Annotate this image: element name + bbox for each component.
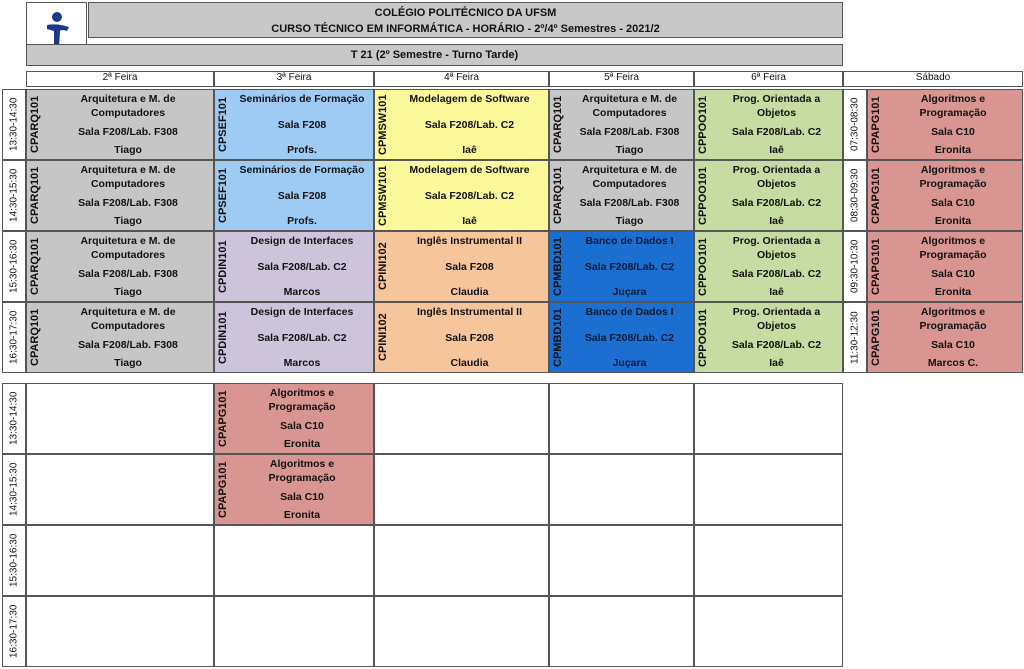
course-code: CPDIN101 [217,311,229,364]
course-code: CPAPG101 [870,238,882,295]
header-title [88,2,843,38]
saturday-time-slot: 07:30-08:30 [843,89,867,160]
subject-name-cont: Objetos [756,178,797,190]
course-code: CPARQ101 [29,237,41,296]
class-details [44,90,212,159]
empty-cell [549,454,694,525]
teacher: Claudia [450,286,489,298]
course-code: CPINI102 [377,242,389,291]
subject-name-cont: Computadores [90,107,166,119]
course-code: CPDIN101 [217,240,229,293]
subject-name-block [712,163,841,191]
saturday-time-slot: 09:30-10:30 [843,231,867,302]
subject-name: Modelagem de Software [409,164,530,176]
teacher: Tiago [114,144,142,156]
empty-cell [374,525,549,596]
subject-name: Prog. Orientada a [732,164,821,176]
teacher: Marcos [283,357,321,369]
subject-name-cont: Computadores [592,178,667,190]
subject-name-block [885,234,1021,262]
room: Sala F208/Lab. C2 [584,260,675,273]
subject-name: Algoritmos e [269,387,335,399]
room: Sala C10 [931,338,975,351]
subject-name: Algoritmos e [920,306,986,318]
room: Sala F208/Lab. F308 [78,267,178,280]
time-slot: 16:30-17:30 [2,302,26,373]
teacher: Profs. [287,144,317,156]
class-details [567,90,692,159]
teacher: Iaê [769,215,784,227]
teacher: Iaê [462,144,477,156]
teacher: Profs. [287,215,317,227]
subject-name-block [885,92,1021,120]
teacher: Eronita [283,509,321,521]
subject-name-block [232,234,372,248]
empty-cell [549,383,694,454]
time-slot: 15:30-16:30 [2,525,26,596]
saturday-time-slot: 08:30-09:30 [843,160,867,231]
class-details [712,90,841,159]
subject-name-cont: Programação [268,472,336,484]
class-details [44,161,212,230]
subject-name-block [44,234,212,262]
subject-name: Banco de Dados I [585,306,674,318]
subject-name-cont: Programação [268,401,336,413]
course-code: CPARQ101 [29,166,41,225]
subject-name-block [232,163,372,177]
day-header: 5ª Feira [549,71,694,87]
time-slot: 14:30-15:30 [2,454,26,525]
class-details [885,90,1021,159]
subject-name: Arquitetura e M. de [80,93,176,105]
class-details [885,161,1021,230]
course-code: CPPOO101 [697,166,709,225]
teacher: Eronita [934,144,972,156]
room: Sala F208/Lab. C2 [424,118,515,131]
subject-name-cont: Programação [919,107,987,119]
subject-name-block [232,305,372,319]
subject-name-block [567,92,692,120]
subject-name: Algoritmos e [269,458,335,470]
subject-name: Arquitetura e M. de [80,164,176,176]
room: Sala C10 [280,419,324,432]
course-title: CURSO TÉCNICO EM INFORMÁTICA - HORÁRIO - 2º/4º Semestres - 2021/2 [271,23,660,35]
course-code: CPPOO101 [697,237,709,296]
subject-name: Prog. Orientada a [732,306,821,318]
saturday-time-slot: 11:30-12:30 [843,302,867,373]
class-details [567,161,692,230]
room: Sala F208/Lab. C2 [257,331,347,344]
subject-name: Algoritmos e [920,164,986,176]
subject-name: Algoritmos e [920,93,986,105]
room: Sala F208/Lab. C2 [731,125,822,138]
empty-cell [694,454,843,525]
subject-name-block [392,234,547,248]
day-header: 2ª Feira [26,71,214,87]
empty-cell [214,596,374,667]
subject-name-block [567,234,692,248]
subject-name-cont: Programação [919,178,987,190]
course-code: CPAPG101 [870,96,882,153]
class-title-text: T 21 (2º Semestre - Turno Tarde) [350,49,519,61]
course-code: CPMSW101 [377,165,389,226]
teacher: Tiago [114,357,142,369]
room: Sala F208/Lab. F308 [579,125,680,138]
empty-cell [374,454,549,525]
teacher: Juçara [612,286,647,298]
class-details [44,232,212,301]
subject-name: Inglês Instrumental II [416,235,523,247]
class-details [44,303,212,372]
day-header: 4ª Feira [374,71,549,87]
room: Sala F208/Lab. F308 [579,196,680,209]
subject-name-cont: Objetos [756,320,797,332]
school-name: COLÉGIO POLITÉCNICO DA UFSM [374,7,557,19]
subject-name: Banco de Dados I [585,235,674,247]
subject-name-cont: Programação [919,320,987,332]
course-code: CPMBD101 [552,308,564,367]
subject-name: Prog. Orientada a [732,235,821,247]
course-code: CPMSW101 [377,94,389,155]
subject-name: Arquitetura e M. de [80,235,176,247]
teacher: Tiago [615,144,644,156]
course-code: CPARQ101 [29,95,41,154]
empty-cell [26,383,214,454]
course-code: CPSEF101 [217,96,229,153]
class-details [392,232,547,301]
room: Sala F208/Lab. C2 [731,267,822,280]
empty-cell [26,596,214,667]
class-details [392,90,547,159]
subject-name: Arquitetura e M. de [581,164,678,176]
teacher: Iaê [769,286,784,298]
class-details [392,161,547,230]
subject-name: Seminários de Formação [239,164,365,176]
time-slot: 15:30-16:30 [2,231,26,302]
empty-cell [549,596,694,667]
class-details [712,232,841,301]
subject-name-block [885,305,1021,333]
subject-name-block [712,305,841,333]
class-details [232,455,372,524]
time-slot: 13:30-14:30 [2,89,26,160]
time-slot: 16:30-17:30 [2,596,26,667]
subject-name-block [392,92,547,106]
class-details [712,303,841,372]
subject-name: Inglês Instrumental II [416,306,523,318]
class-details [567,232,692,301]
teacher: Eronita [934,215,972,227]
course-code: CPPOO101 [697,308,709,367]
empty-cell [214,525,374,596]
subject-name: Modelagem de Software [409,93,530,105]
teacher: Eronita [934,286,972,298]
subject-name-cont: Computadores [90,178,166,190]
course-code: CPPOO101 [697,95,709,154]
subject-name-cont: Computadores [592,107,667,119]
room: Sala F208/Lab. F308 [78,338,178,351]
subject-name-block [44,92,212,120]
empty-cell [694,525,843,596]
teacher: Iaê [769,144,784,156]
day-header: 3ª Feira [214,71,374,87]
course-code: CPARQ101 [552,95,564,154]
subject-name: Seminários de Formação [239,93,365,105]
subject-name-block [232,457,372,485]
teacher: Tiago [114,286,142,298]
course-code: CPARQ101 [29,308,41,367]
teacher: Marcos C. [927,357,979,369]
empty-cell [374,596,549,667]
subject-name-cont: Objetos [756,249,797,261]
class-details [232,384,372,453]
room: Sala C10 [931,267,975,280]
room: Sala F208/Lab. C2 [257,260,347,273]
subject-name-cont: Computadores [90,320,166,332]
subject-name-block [392,163,547,177]
class-details [392,303,547,372]
room: Sala F208 [445,331,494,344]
teacher: Juçara [612,357,647,369]
course-code: CPAPG101 [870,309,882,366]
subject-name-cont: Computadores [90,249,166,261]
class-details [232,90,372,159]
class-details [232,161,372,230]
subject-name-block [392,305,547,319]
course-code: CPAPG101 [870,167,882,224]
room: Sala C10 [280,490,324,503]
subject-name-block [712,92,841,120]
subject-name-block [712,234,841,262]
day-header: 6ª Feira [694,71,843,87]
subject-name: Design de Interfaces [250,235,354,247]
subject-name-cont: Programação [919,249,987,261]
room: Sala F208/Lab. F308 [78,125,178,138]
room: Sala F208/Lab. C2 [424,189,515,202]
teacher: Eronita [283,438,321,450]
class-details [232,232,372,301]
room: Sala F208 [277,189,327,202]
room: Sala F208/Lab. C2 [731,196,822,209]
subject-name-cont: Objetos [756,107,797,119]
day-header: Sábado [843,71,1023,87]
class-details [567,303,692,372]
class-details [885,303,1021,372]
class-details [232,303,372,372]
class-title [26,44,843,66]
empty-cell [26,454,214,525]
subject-name-block [232,92,372,106]
subject-name-block [885,163,1021,191]
empty-cell [26,525,214,596]
empty-cell [694,596,843,667]
subject-name: Design de Interfaces [250,306,354,318]
subject-name: Arquitetura e M. de [80,306,176,318]
empty-cell [694,383,843,454]
teacher: Iaê [462,215,477,227]
course-code: CPAPG101 [217,461,229,518]
course-code: CPINI102 [377,313,389,362]
subject-name-block [44,305,212,333]
teacher: Claudia [450,357,489,369]
teacher: Iaê [769,357,784,369]
subject-name-block [232,386,372,414]
subject-name: Algoritmos e [920,235,986,247]
time-slot: 14:30-15:30 [2,160,26,231]
class-details [885,232,1021,301]
subject-name-block [44,163,212,191]
subject-name-block [567,163,692,191]
teacher: Tiago [615,215,644,227]
class-details [712,161,841,230]
course-code: CPAPG101 [217,390,229,447]
course-code: CPSEF101 [217,167,229,224]
course-code: CPARQ101 [552,166,564,225]
room: Sala F208/Lab. C2 [731,338,822,351]
empty-cell [374,383,549,454]
subject-name: Prog. Orientada a [732,93,821,105]
empty-cell [549,525,694,596]
room: Sala F208 [277,118,327,131]
room: Sala F208/Lab. F308 [78,196,178,209]
room: Sala F208/Lab. C2 [584,331,675,344]
time-slot: 13:30-14:30 [2,383,26,454]
teacher: Tiago [114,215,142,227]
room: Sala F208 [445,260,494,273]
subject-name: Arquitetura e M. de [581,93,678,105]
teacher: Marcos [283,286,321,298]
course-code: CPMBD101 [552,237,564,296]
room: Sala C10 [931,196,975,209]
room: Sala C10 [931,125,975,138]
subject-name-block [567,305,692,319]
